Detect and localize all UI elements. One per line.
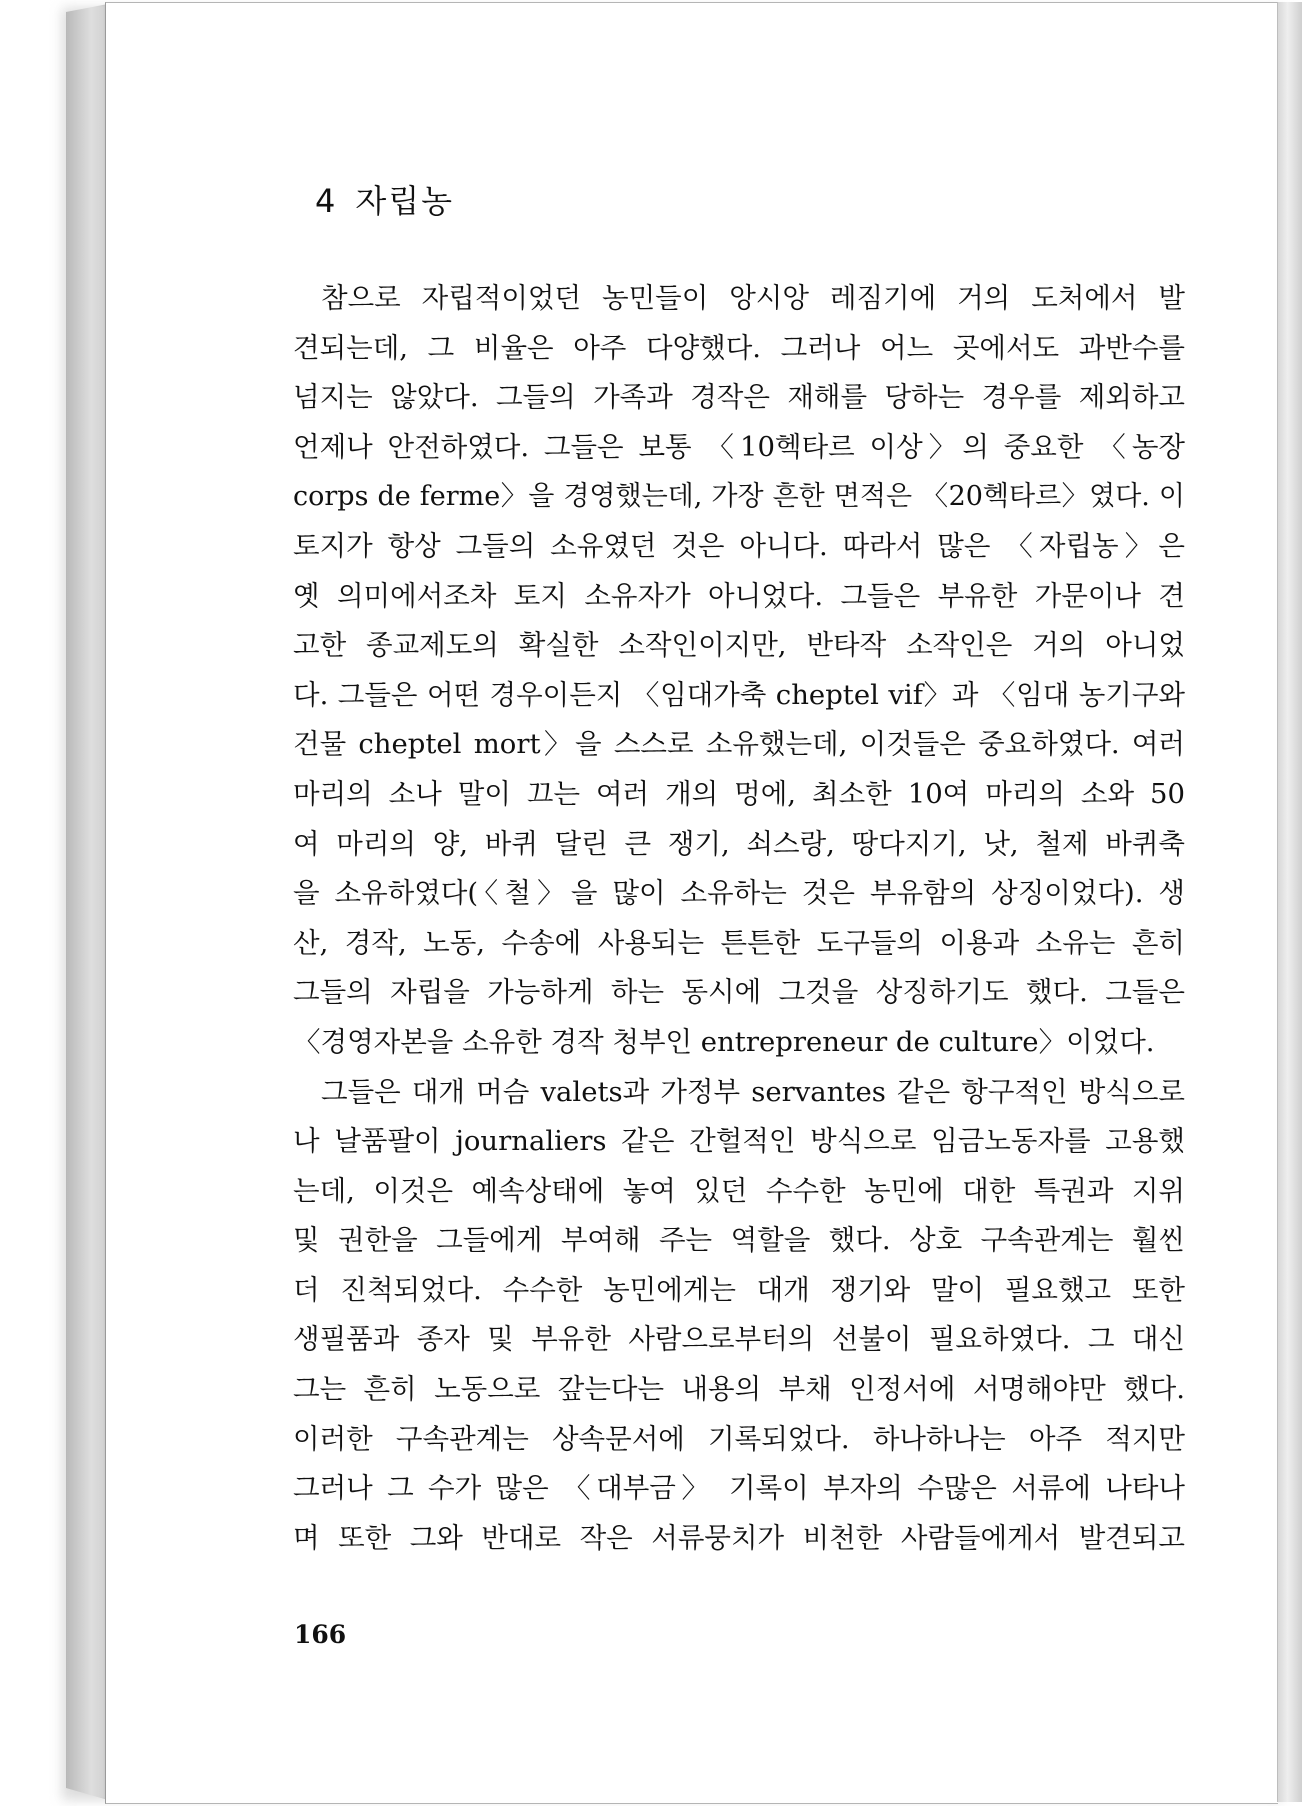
text-line: 고한 종교제도의 확실한 소작인이지만, 반타작 소작인은 거의 아니었 xyxy=(293,629,1185,662)
text-line: 생필품과 종자 및 부유한 사람으로부터의 선불이 필요하였다. 그 대신 xyxy=(293,1323,1185,1356)
text-line: 마리의 소나 말이 끄는 여러 개의 멍에, 최소한 10여 마리의 소와 50 xyxy=(293,777,1185,810)
text-line: 그들은 대개 머슴 valets과 가정부 servantes 같은 항구적인 방식으로 xyxy=(321,1075,1185,1108)
page-number: 166 xyxy=(294,1620,347,1649)
page-edge xyxy=(1277,2,1302,1802)
text-line: 견되는데, 그 비율은 아주 다양했다. 그러나 어느 곳에서도 과반수를 xyxy=(293,331,1185,364)
text-line: 나 날품팔이 journaliers 같은 간헐적인 방식으로 임금노동자를 고용했 xyxy=(293,1125,1185,1158)
section-number: 4 xyxy=(315,182,338,220)
text-line: 언제나 안전하였다. 그들은 보통 〈10헥타르 이상〉의 중요한 〈농장 xyxy=(293,430,1185,463)
text-line: 토지가 항상 그들의 소유였던 것은 아니다. 따라서 많은 〈자립농〉은 xyxy=(293,529,1185,562)
section-heading xyxy=(315,176,454,222)
text-line: 그는 흔히 노동으로 갚는다는 내용의 부채 인정서에 서명해야만 했다. xyxy=(293,1373,1185,1406)
text-line: 다. 그들은 어떤 경우이든지 〈임대가축 cheptel vif〉과 〈임대 농기구와 xyxy=(293,678,1185,711)
text-line: 며 또한 그와 반대로 작은 서류뭉치가 비천한 사람들에게서 발견되고 xyxy=(293,1521,1185,1554)
section-title: 자립농 xyxy=(355,182,455,220)
text-line: 는데, 이것은 예속상태에 놓여 있던 수수한 농민에 대한 특권과 지위 xyxy=(293,1174,1185,1207)
text-line: 을 소유하였다(〈철〉을 많이 소유하는 것은 부유함의 상징이었다). 생 xyxy=(293,877,1185,910)
text-line: 넘지는 않았다. 그들의 가족과 경작은 재해를 당하는 경우를 제외하고 xyxy=(293,381,1185,414)
text-line: 여 마리의 양, 바퀴 달린 큰 쟁기, 쇠스랑, 땅다지기, 낫, 철제 바퀴축 xyxy=(293,827,1185,860)
text-line: 그들의 자립을 가능하게 하는 동시에 그것을 상징하기도 했다. 그들은 xyxy=(293,976,1185,1009)
book-spine xyxy=(66,4,108,1800)
text-line: corps de ferme〉을 경영했는데, 가장 흔한 면적은 〈20헥타르〉였다. 이 xyxy=(293,481,1185,513)
text-line: 건물 cheptel mort〉을 스스로 소유했는데, 이것들은 중요하였다. 여러 xyxy=(293,728,1185,761)
text-line: 이러한 구속관계는 상속문서에 기록되었다. 하나하나는 아주 적지만 xyxy=(293,1422,1185,1455)
text-line: 참으로 자립적이었던 농민들이 앙시앙 레짐기에 거의 도처에서 발 xyxy=(321,282,1185,314)
text-line: 및 권한을 그들에게 부여해 주는 역할을 했다. 상호 구속관계는 훨씬 xyxy=(293,1224,1185,1257)
body-text xyxy=(293,274,1185,1563)
text-line: 〈경영자본을 소유한 경작 청부인 entrepreneur de culture〉이었다. xyxy=(293,1025,1155,1058)
text-line: 산, 경작, 노동, 수송에 사용되는 튼튼한 도구들의 이용과 소유는 흔히 xyxy=(293,926,1185,959)
text-line: 더 진척되었다. 수수한 농민에게는 대개 쟁기와 말이 필요했고 또한 xyxy=(293,1273,1185,1306)
text-line: 옛 의미에서조차 토지 소유자가 아니었다. 그들은 부유한 가문이나 견 xyxy=(293,579,1185,612)
text-line: 그러나 그 수가 많은 〈대부금〉 기록이 부자의 수많은 서류에 나타나 xyxy=(293,1472,1185,1505)
